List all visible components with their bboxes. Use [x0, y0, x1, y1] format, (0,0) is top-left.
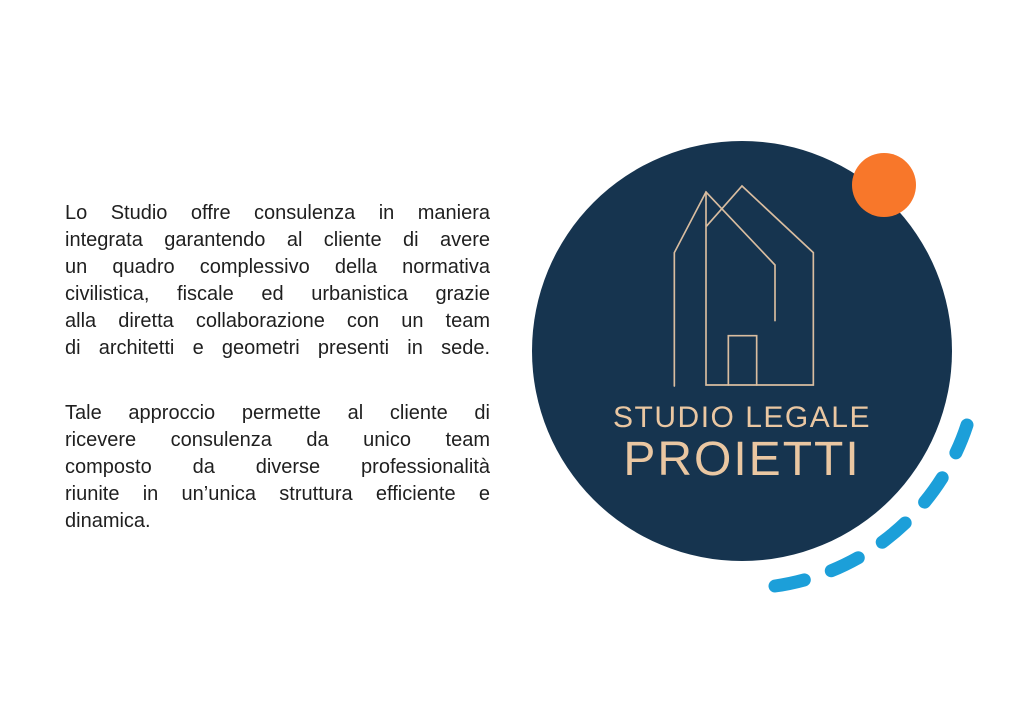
text-line: Tale approccio permette al cliente di — [65, 402, 490, 424]
text-line: composto da diverse professionalità — [65, 456, 490, 478]
text-line: civilistica, fiscale ed urbanistica grazie — [65, 283, 490, 305]
text-line: ricevere consulenza da unico team — [65, 429, 490, 451]
text-line: dinamica. — [65, 510, 151, 532]
logo-title: STUDIO LEGALE — [613, 401, 871, 434]
text-line: di architetti e geometri presenti in sede. — [65, 337, 490, 359]
text-line: alla diretta collaborazione con un team — [65, 310, 490, 332]
text-line: riunite in un’unica struttura efficiente e — [65, 483, 490, 505]
orange-dot-icon — [852, 153, 916, 217]
text-line: un quadro complessivo della normativa — [65, 256, 490, 278]
text-line: integrata garantendo al cliente di avere — [65, 229, 490, 251]
logo-name: PROIETTI — [623, 433, 861, 486]
text-line: Lo Studio offre consulenza in maniera — [65, 202, 490, 224]
